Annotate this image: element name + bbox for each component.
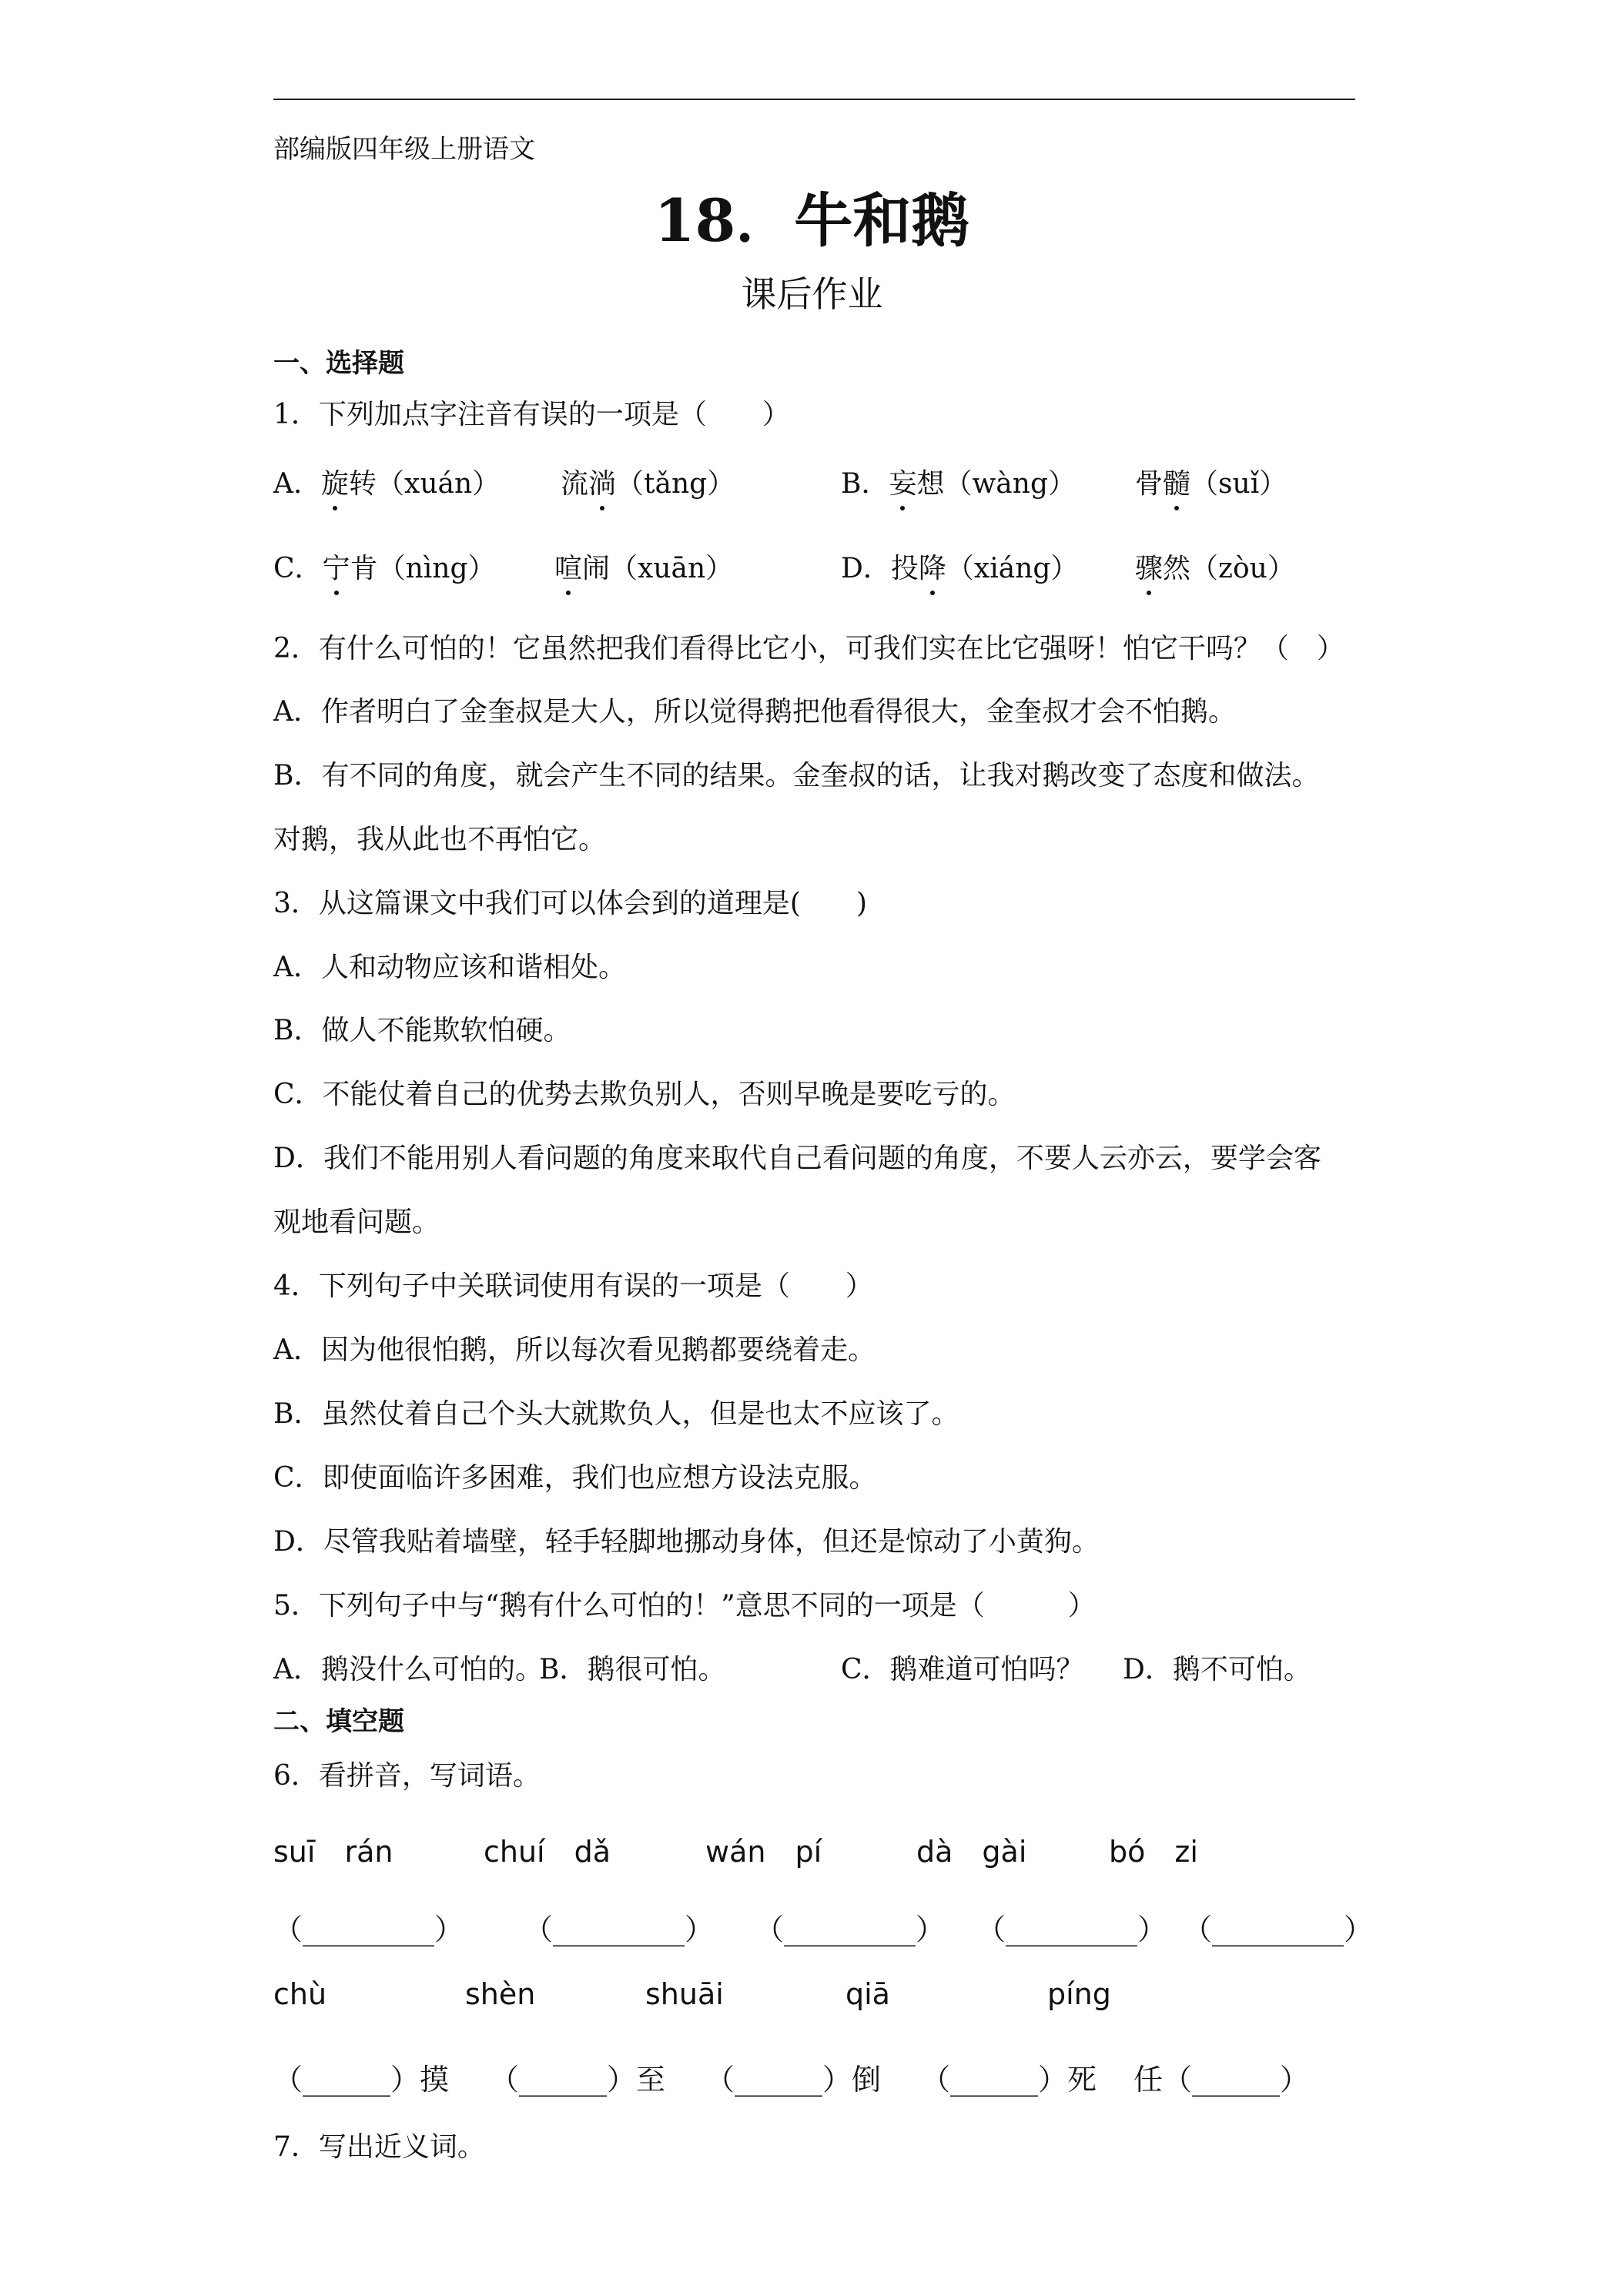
book-header: 部编版四年级上册语文 — [273, 134, 535, 165]
q1-option-b: B．妄想（wàng） — [841, 462, 1076, 501]
emphasis-dot-char: 降 — [919, 547, 946, 586]
q1-option-d: D．投降（xiáng） — [841, 547, 1078, 586]
q3-option-d: D．我们不能用别人看问题的角度来取代自己看问题的角度，不要人云亦云，要学会客 — [273, 1143, 1321, 1174]
q5-option-a: A．鹅没什么可怕的。 — [273, 1654, 543, 1685]
page-title: 18．牛和鹅 — [654, 186, 970, 255]
section-fill-heading: 二、填空题 — [273, 1706, 404, 1737]
q4-stem: 4．下列句子中关联词使用有误的一项是（ ） — [273, 1270, 873, 1302]
q5-option-c: C．鹅难道可怕吗？ — [841, 1654, 1084, 1685]
q1-option-c-word2: 喧闹（xuān） — [554, 547, 733, 586]
pinyin-1: suī rán — [273, 1835, 393, 1869]
page-subtitle: 课后作业 — [741, 273, 883, 315]
q1-option-d-word2: 骤然（zòu） — [1135, 547, 1295, 586]
q4-option-b: B．虽然仗着自己个头大就欺负人，但是也太不应该了。 — [273, 1398, 959, 1430]
answer-blank[interactable]: （_________） — [273, 1913, 464, 1946]
answer-blank-item[interactable]: （______）倒 — [705, 2063, 882, 2097]
emphasis-dot-char: 旋 — [321, 462, 349, 501]
q5-option-b: B．鹅很可怕。 — [539, 1654, 726, 1685]
q2-stem: 2．有什么可怕的！它虽然把我们看得比它小，可我们实在比它强呀！怕它干吗？（ ） — [273, 633, 1344, 664]
emphasis-dot-char: 妄 — [889, 462, 916, 501]
q1-option-c: C．宁肯（nìng） — [273, 547, 496, 586]
q1-stem: 1．下列加点字注音有误的一项是（ ） — [273, 399, 790, 430]
q5-stem: 5．下列句子中与“鹅有什么可怕的！”意思不同的一项是（ ） — [273, 1590, 1096, 1622]
q4-option-c: C．即使面临许多困难，我们也应想方设法克服。 — [273, 1462, 877, 1494]
q6-stem: 6．看拼音，写词语。 — [273, 1760, 541, 1792]
answer-blank-item[interactable]: （______）至 — [490, 2063, 666, 2097]
header-rule — [273, 99, 1355, 100]
pinyin-2: chuí dǎ — [484, 1835, 611, 1869]
q2-option-b: B．有不同的角度，就会产生不同的结果。金奎叔的话，让我对鹅改变了态度和做法。 — [273, 760, 1320, 792]
pinyin-10: píng — [1047, 1977, 1111, 2011]
emphasis-dot-char: 喧 — [554, 547, 582, 586]
q1-option-a-word2: 流淌（tǎng） — [561, 462, 735, 501]
emphasis-dot-char: 骤 — [1135, 547, 1163, 586]
q5-option-d: D．鹅不可怕。 — [1123, 1654, 1311, 1685]
pinyin-6: chù — [273, 1977, 327, 2011]
pinyin-8: shuāi — [645, 1977, 724, 2011]
answer-blank-item[interactable]: （______）摸 — [273, 2063, 450, 2097]
q3-stem: 3．从这篇课文中我们可以体会到的道理是( ) — [273, 888, 867, 919]
q3-option-a: A．人和动物应该和谐相处。 — [273, 952, 626, 983]
q1-option-a: A．旋转（xuán） — [273, 462, 500, 501]
pinyin-7: shèn — [465, 1977, 536, 2011]
pinyin-4: dà gài — [916, 1835, 1027, 1869]
q3-option-b: B．做人不能欺软怕硬。 — [273, 1015, 571, 1046]
answer-blank-item[interactable]: （______）死 — [921, 2063, 1097, 2097]
pinyin-9: qiā — [845, 1977, 890, 2011]
q7-stem: 7．写出近义词。 — [273, 2131, 485, 2163]
answer-blank-item[interactable]: 任（______） — [1133, 2063, 1310, 2097]
emphasis-dot-char: 淌 — [588, 462, 616, 501]
emphasis-dot-char: 宁 — [323, 547, 350, 586]
q4-option-a: A．因为他很怕鹅，所以每次看见鹅都要绕着走。 — [273, 1334, 876, 1366]
q3-option-d-cont: 观地看问题。 — [273, 1207, 440, 1238]
answer-blank[interactable]: （_________） — [1183, 1913, 1374, 1946]
answer-blank[interactable]: （_________） — [976, 1913, 1167, 1946]
q2-option-b-cont: 对鹅，我从此也不再怕它。 — [273, 824, 607, 855]
q2-option-a: A．作者明白了金奎叔是大人，所以觉得鹅把他看得很大，金奎叔才会不怕鹅。 — [273, 696, 1236, 728]
pinyin-5: bó zi — [1109, 1835, 1198, 1869]
q4-option-d: D．尽管我贴着墙壁，轻手轻脚地挪动身体，但还是惊动了小黄狗。 — [273, 1526, 1100, 1558]
q1-option-b-word2: 骨髓（suǐ） — [1135, 462, 1287, 501]
q3-option-c: C．不能仗着自己的优势去欺负别人，否则早晚是要吃亏的。 — [273, 1079, 1016, 1110]
answer-blank[interactable]: （_________） — [755, 1913, 946, 1946]
section-choice-heading: 一、选择题 — [273, 348, 404, 379]
emphasis-dot-char: 髓 — [1163, 462, 1190, 501]
pinyin-3: wán pí — [705, 1835, 822, 1869]
answer-blank[interactable]: （_________） — [524, 1913, 715, 1946]
